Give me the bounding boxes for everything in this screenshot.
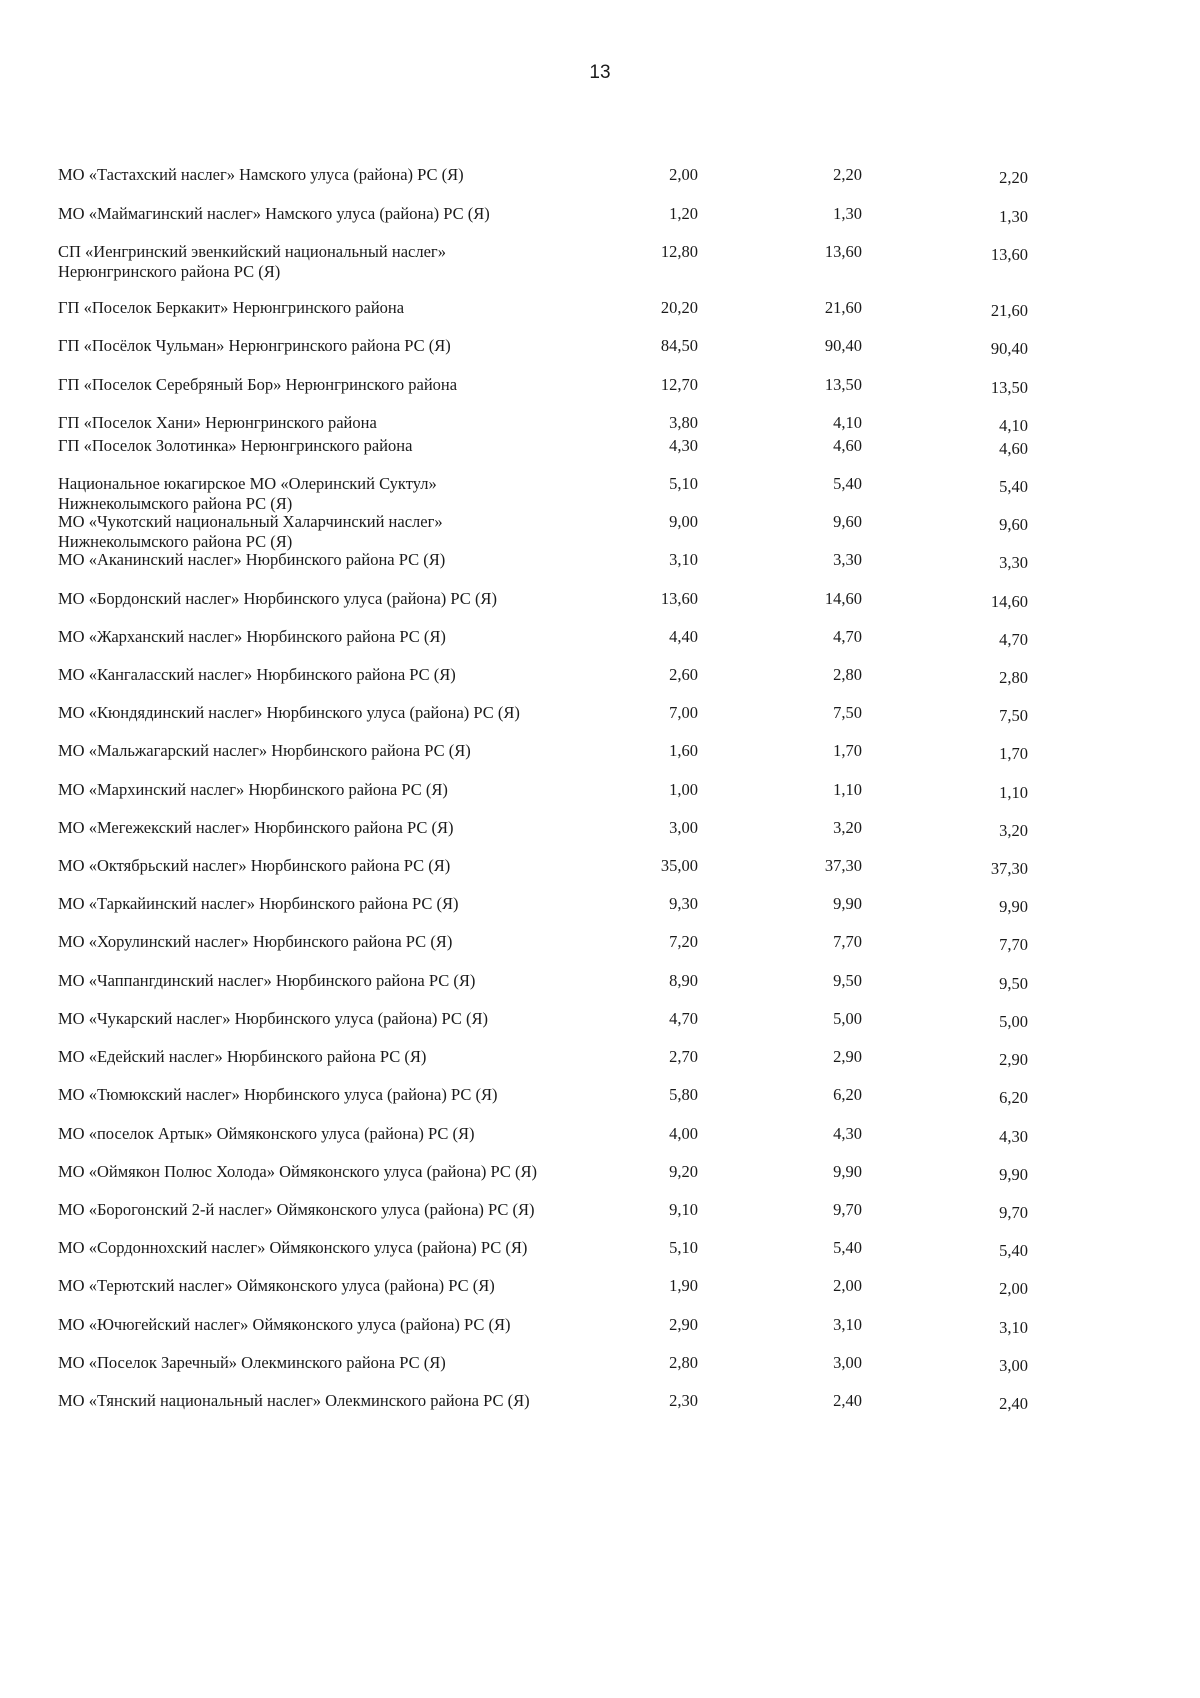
row-value-v3: 3,30	[999, 553, 1028, 572]
row-value-v2: 3,20	[833, 818, 862, 837]
table-row	[0, 1047, 1200, 1087]
row-value-v2: 9,50	[833, 971, 862, 990]
row-value-v3: 14,60	[990, 592, 1028, 611]
row-value-v2: 4,70	[833, 627, 862, 646]
row-name: МО «Чукарский наслег» Нюрбинского улуса (района) РС (Я)	[58, 1009, 489, 1028]
row-value-v3: 1,10	[999, 783, 1028, 802]
row-value-v2: 7,50	[833, 703, 862, 722]
row-value-v2: 5,00	[833, 1009, 862, 1028]
row-value-v1: 1,90	[669, 1276, 698, 1295]
table-row	[0, 298, 1200, 338]
table-row	[0, 1085, 1200, 1125]
row-value-v2: 5,40	[833, 1238, 862, 1257]
row-name: ГП «Поселок Беркакит» Нерюнгринского района	[58, 298, 405, 317]
row-value-v2: 13,60	[824, 242, 862, 261]
table-row	[0, 204, 1200, 244]
row-name: МО «Оймякон Полюс Холода» Оймяконского улуса (района) РС (Я)	[58, 1162, 538, 1181]
row-name: МО «Бордонский наслег» Нюрбинского улуса (района) РС (Я)	[58, 589, 497, 608]
row-value-v2: 9,70	[833, 1200, 862, 1219]
row-name: МО «Аканинский наслег» Нюрбинского района РС (Я)	[58, 550, 446, 569]
row-value-v3: 5,00	[999, 1012, 1028, 1031]
table-row	[0, 242, 1200, 282]
row-value-v3: 2,80	[999, 668, 1028, 687]
row-value-v2: 2,80	[833, 665, 862, 684]
table-row	[0, 1162, 1200, 1202]
row-name: ГП «Поселок Серебряный Бор» Нерюнгринского района	[58, 375, 458, 394]
row-value-v1: 9,00	[669, 512, 698, 531]
row-name: МО «Чаппангдинский наслег» Нюрбинского района РС (Я)	[58, 971, 476, 990]
row-value-v3: 13,50	[990, 378, 1028, 397]
row-value-v2: 9,90	[833, 1162, 862, 1181]
row-value-v1: 12,80	[660, 242, 698, 261]
row-value-v1: 2,60	[669, 665, 698, 684]
table-row	[0, 474, 1200, 514]
row-name: ГП «Посёлок Чульман» Нерюнгринского района РС (Я)	[58, 336, 451, 355]
table-row	[0, 1124, 1200, 1164]
row-value-v2: 3,00	[833, 1353, 862, 1372]
row-value-v1: 7,20	[669, 932, 698, 951]
row-value-v1: 4,70	[669, 1009, 698, 1028]
row-value-v1: 8,90	[669, 971, 698, 990]
row-value-v1: 1,60	[669, 741, 698, 760]
row-value-v2: 4,30	[833, 1124, 862, 1143]
table-row	[0, 703, 1200, 743]
row-name: МО «Маймагинский наслег» Намского улуса (района) РС (Я)	[58, 204, 490, 223]
row-value-v3: 3,20	[999, 821, 1028, 840]
row-value-v3: 4,10	[999, 416, 1028, 435]
row-name: МО «Мегежекский наслег» Нюрбинского района РС (Я)	[58, 818, 454, 837]
table-row	[0, 1238, 1200, 1278]
row-value-v1: 5,10	[669, 1238, 698, 1257]
row-name: МО «Октябрьский наслег» Нюрбинского района РС (Я)	[58, 856, 451, 875]
row-value-v3: 7,50	[999, 706, 1028, 725]
row-value-v3: 4,60	[999, 439, 1028, 458]
row-name: МО «Хорулинский наслег» Нюрбинского района РС (Я)	[58, 932, 453, 951]
row-name: МО «Ючюгейский наслег» Оймяконского улуса (района) РС (Я)	[58, 1315, 511, 1334]
row-value-v1: 4,40	[669, 627, 698, 646]
table-row	[0, 780, 1200, 820]
table-row	[0, 1009, 1200, 1049]
row-value-v3: 4,30	[999, 1127, 1028, 1146]
table-row	[0, 818, 1200, 858]
row-name: МО «Сордоннохский наслег» Оймяконского улуса (района) РС (Я)	[58, 1238, 528, 1257]
table-row	[0, 627, 1200, 667]
row-value-v3: 21,60	[990, 301, 1028, 320]
row-value-v2: 3,30	[833, 550, 862, 569]
table-row	[0, 589, 1200, 629]
row-value-v2: 4,60	[833, 436, 862, 455]
row-value-v3: 4,70	[999, 630, 1028, 649]
row-value-v1: 5,10	[669, 474, 698, 493]
table-row	[0, 375, 1200, 415]
row-value-v3: 2,40	[999, 1394, 1028, 1413]
row-value-v1: 2,70	[669, 1047, 698, 1066]
row-name: МО «Чукотский национальный Халарчинский наслег» Нижнеколымского района РС (Я)	[58, 512, 443, 551]
row-value-v3: 2,20	[999, 168, 1028, 187]
table-row	[0, 1315, 1200, 1355]
row-value-v1: 13,60	[660, 589, 698, 608]
row-value-v2: 9,60	[833, 512, 862, 531]
row-value-v2: 2,20	[833, 165, 862, 184]
row-value-v3: 9,50	[999, 974, 1028, 993]
row-value-v3: 37,30	[990, 859, 1028, 878]
row-name: МО «Мальжагарский наслег» Нюрбинского района РС (Я)	[58, 741, 471, 760]
row-value-v1: 5,80	[669, 1085, 698, 1104]
row-value-v3: 2,00	[999, 1279, 1028, 1298]
table-row	[0, 971, 1200, 1011]
row-value-v2: 37,30	[824, 856, 862, 875]
table-row	[0, 1353, 1200, 1393]
table-row	[0, 512, 1200, 552]
page-number: 13	[589, 62, 611, 83]
table-row	[0, 550, 1200, 590]
row-value-v2: 2,90	[833, 1047, 862, 1066]
row-name: МО «поселок Артык» Оймяконского улуса (района) РС (Я)	[58, 1124, 475, 1143]
row-name: МО «Тянский национальный наслег» Олекминского района РС (Я)	[58, 1391, 530, 1410]
row-value-v2: 6,20	[833, 1085, 862, 1104]
row-value-v3: 3,10	[999, 1318, 1028, 1337]
row-value-v2: 3,10	[833, 1315, 862, 1334]
row-value-v2: 13,50	[824, 375, 862, 394]
row-value-v1: 9,10	[669, 1200, 698, 1219]
row-value-v2: 21,60	[824, 298, 862, 317]
row-value-v1: 2,00	[669, 165, 698, 184]
row-value-v2: 90,40	[824, 336, 862, 355]
row-value-v2: 5,40	[833, 474, 862, 493]
row-value-v1: 1,20	[669, 204, 698, 223]
row-value-v1: 7,00	[669, 703, 698, 722]
row-value-v1: 9,30	[669, 894, 698, 913]
row-value-v2: 2,40	[833, 1391, 862, 1410]
row-value-v2: 1,70	[833, 741, 862, 760]
row-value-v2: 1,30	[833, 204, 862, 223]
row-value-v3: 90,40	[990, 339, 1028, 358]
row-value-v2: 4,10	[833, 413, 862, 432]
row-name: МО «Жарханский наслег» Нюрбинского района РС (Я)	[58, 627, 446, 646]
row-value-v3: 9,90	[999, 897, 1028, 916]
row-value-v2: 9,90	[833, 894, 862, 913]
row-value-v2: 2,00	[833, 1276, 862, 1295]
row-value-v1: 3,00	[669, 818, 698, 837]
table-row	[0, 1391, 1200, 1431]
row-name: МО «Мархинский наслег» Нюрбинского района РС (Я)	[58, 780, 448, 799]
row-value-v3: 13,60	[990, 245, 1028, 264]
row-value-v3: 9,60	[999, 515, 1028, 534]
table-row	[0, 336, 1200, 376]
row-name: Национальное юкагирское МО «Олеринский Суктул» Нижнеколымского района РС (Я)	[58, 474, 437, 513]
row-name: МО «Терютский наслег» Оймяконского улуса (района) РС (Я)	[58, 1276, 495, 1295]
row-value-v1: 4,00	[669, 1124, 698, 1143]
row-name: МО «Поселок Заречный» Олекминского района РС (Я)	[58, 1353, 446, 1372]
row-value-v3: 1,70	[999, 744, 1028, 763]
row-name: СП «Иенгринский эвенкийский национальный наслег» Нерюнгринского района РС (Я)	[58, 242, 446, 281]
row-value-v1: 35,00	[660, 856, 698, 875]
row-name: МО «Кюндядинский наслег» Нюрбинского улуса (района) РС (Я)	[58, 703, 520, 722]
row-value-v3: 5,40	[999, 477, 1028, 496]
table-row	[0, 1200, 1200, 1240]
row-value-v1: 12,70	[660, 375, 698, 394]
row-value-v3: 5,40	[999, 1241, 1028, 1260]
row-value-v1: 20,20	[660, 298, 698, 317]
row-value-v1: 2,30	[669, 1391, 698, 1410]
row-value-v1: 3,80	[669, 413, 698, 432]
row-value-v3: 2,90	[999, 1050, 1028, 1069]
row-value-v3: 3,00	[999, 1356, 1028, 1375]
row-value-v1: 84,50	[660, 336, 698, 355]
row-value-v1: 2,80	[669, 1353, 698, 1372]
row-value-v3: 1,30	[999, 207, 1028, 226]
row-value-v1: 1,00	[669, 780, 698, 799]
row-value-v3: 7,70	[999, 935, 1028, 954]
table-row	[0, 894, 1200, 934]
row-value-v3: 9,70	[999, 1203, 1028, 1222]
row-name: ГП «Поселок Хани» Нерюнгринского района	[58, 413, 377, 432]
row-value-v2: 7,70	[833, 932, 862, 951]
table-row	[0, 741, 1200, 781]
table-row	[0, 856, 1200, 896]
row-value-v1: 3,10	[669, 550, 698, 569]
table-row	[0, 932, 1200, 972]
row-value-v2: 14,60	[824, 589, 862, 608]
row-value-v2: 1,10	[833, 780, 862, 799]
table-row	[0, 1276, 1200, 1316]
row-name: ГП «Поселок Золотинка» Нерюнгринского района	[58, 436, 413, 455]
row-value-v1: 2,90	[669, 1315, 698, 1334]
table-row	[0, 665, 1200, 705]
row-name: МО «Тюмюкский наслег» Нюрбинского улуса (района) РС (Я)	[58, 1085, 498, 1104]
row-value-v1: 4,30	[669, 436, 698, 455]
row-name: МО «Борогонский 2-й наслег» Оймяконского улуса (района) РС (Я)	[58, 1200, 535, 1219]
row-value-v3: 6,20	[999, 1088, 1028, 1107]
row-name: МО «Таркайинский наслег» Нюрбинского района РС (Я)	[58, 894, 459, 913]
table-row	[0, 165, 1200, 205]
table-row	[0, 436, 1200, 476]
row-name: МО «Кангаласский наслег» Нюрбинского района РС (Я)	[58, 665, 456, 684]
row-name: МО «Тастахский наслег» Намского улуса (района) РС (Я)	[58, 165, 464, 184]
row-value-v3: 9,90	[999, 1165, 1028, 1184]
row-value-v1: 9,20	[669, 1162, 698, 1181]
row-name: МО «Едейский наслег» Нюрбинского района РС (Я)	[58, 1047, 427, 1066]
